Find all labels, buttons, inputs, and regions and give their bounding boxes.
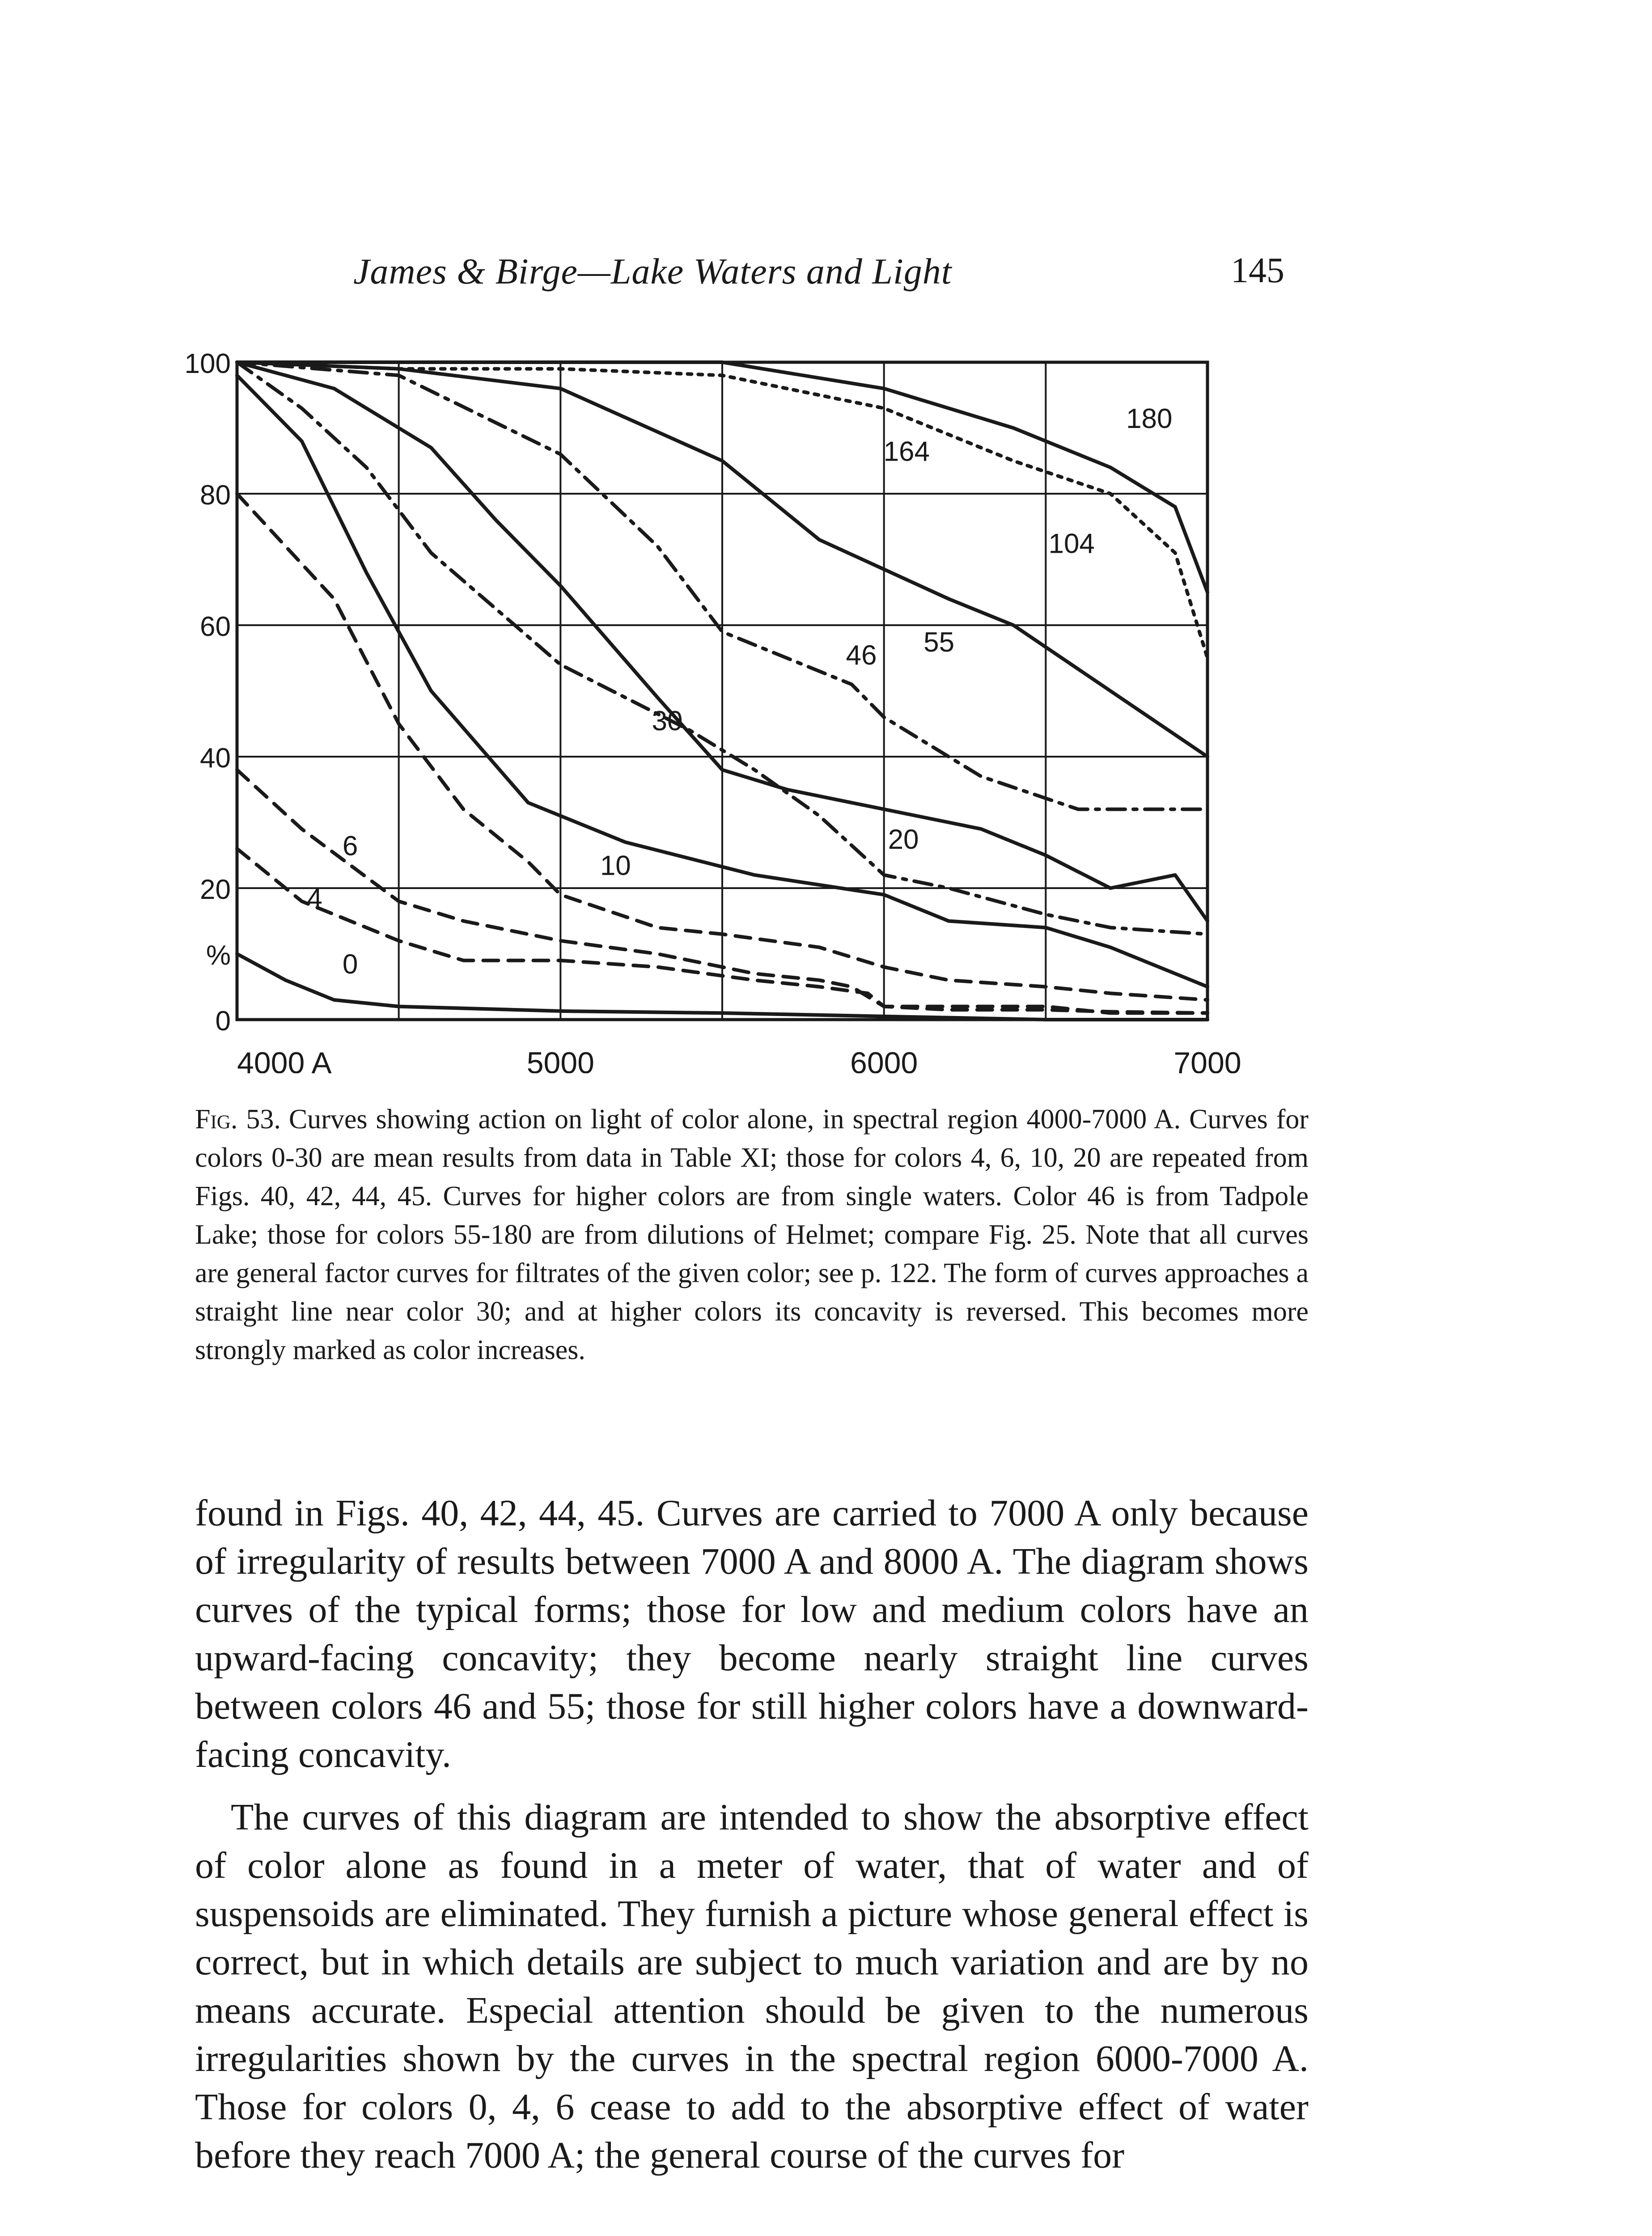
- figure-53: [148, 340, 1310, 1076]
- y-tick-label: 40: [200, 743, 231, 774]
- paragraph-2: The curves of this diagram are intended to show the absorptive effect of color alone as found in a meter of water, that of water and of suspensoids are eliminated. They furnish a picture whose general effect is correct, but in which details are subject to much variation and are by no means accurate. Especial attention should be given to the numerous irregularities shown by the curves in the spectral region 6000-7000 A. Those for colors 0, 4, 6 cease to add to the absorptive effect of water before they reach 7000 A; the general course of the curves for: [195, 1796, 1309, 2176]
- curve-label-55: 55: [923, 627, 955, 658]
- y-tick-label: 0: [215, 1006, 231, 1037]
- x-tick-label: 7000: [1173, 1046, 1241, 1073]
- curve-label-20: 20: [888, 824, 919, 855]
- curve-label-180: 180: [1126, 403, 1173, 434]
- curve-label-6: 6: [342, 830, 358, 862]
- curve-label-4: 4: [307, 883, 322, 915]
- y-tick-label: 100: [184, 348, 231, 379]
- curve-label-30: 30: [652, 706, 683, 737]
- curve-label-46: 46: [846, 640, 877, 671]
- x-tick-label: 6000: [850, 1046, 918, 1073]
- curve-label-0: 0: [342, 949, 358, 980]
- curve-label-104: 104: [1048, 528, 1095, 559]
- running-title: James & Birge—Lake Waters and Light: [353, 251, 952, 292]
- x-tick-label: 4000 A: [237, 1046, 332, 1073]
- page-number: 145: [1231, 251, 1284, 290]
- curve-label-10: 10: [600, 850, 631, 881]
- absorption-chart: [148, 340, 1310, 1073]
- y-tick-label: %: [206, 940, 231, 971]
- y-tick-label: 20: [200, 874, 231, 905]
- curve-label-164: 164: [883, 436, 930, 467]
- paragraph-1: found in Figs. 40, 42, 44, 45. Curves are carried to 7000 A only because of irregularity of results between 7000 A and 8000 A. The diagram shows curves of the typical forms; those for low and medium colors have an upward-facing concavity; they become nearly straight line curves between colors 46 and 55; those for still higher colors have a downward-facing concavity.: [195, 1492, 1309, 1775]
- x-tick-label: 5000: [526, 1046, 594, 1073]
- caption-text: Curves showing action on light of color alone, in spectral region 4000-7000 A. Curves for colors 0-30 are mean results from data in Table XI; those for colors 4, 6, 10, 20 are repeated from Figs. 40, 42, 44, 45. Curves for higher colors are from single waters. Color 46 is from Tadpole Lake; those for colors 55-180 are from dilutions of Helmet; compare Fig. 25. Note that all curves are general factor curves for filtrates of the given color; see p. 122. The form of curves approaches a straight line near color 30; and at higher colors its concavity is reversed. This becomes more strongly marked as color increases.: [195, 1104, 1309, 1365]
- page-header: [0, 250, 1652, 304]
- body-text: [195, 1489, 1309, 2180]
- figure-caption: [195, 1100, 1309, 1369]
- figure-label: Fig. 53.: [195, 1104, 281, 1135]
- y-tick-label: 80: [200, 480, 231, 511]
- y-tick-label: 60: [200, 611, 231, 642]
